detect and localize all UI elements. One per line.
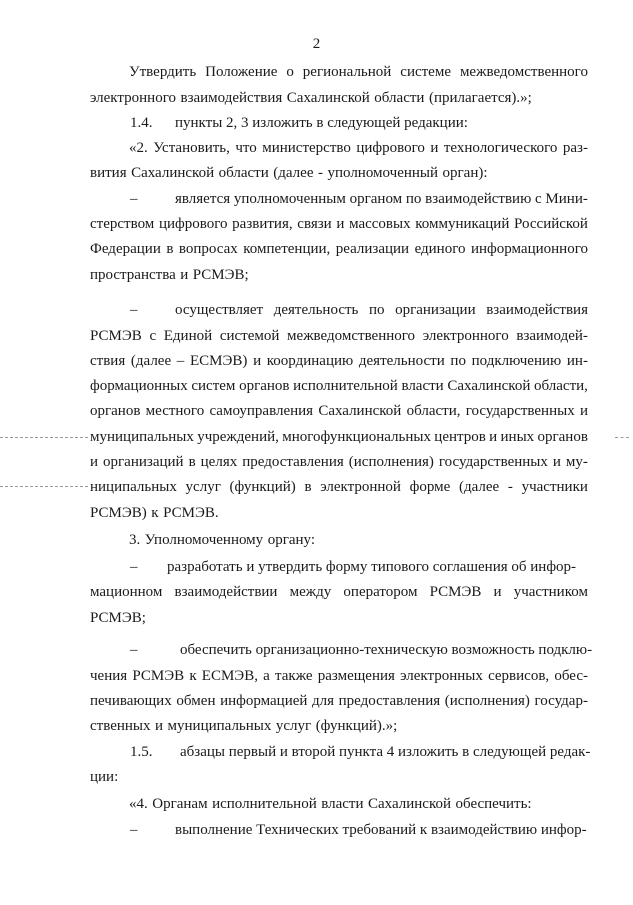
word: координацию xyxy=(266,353,354,369)
word: чения xyxy=(90,668,128,684)
word: и xyxy=(489,429,498,445)
word: РСМЭВ) xyxy=(90,505,147,521)
word: Российской xyxy=(514,216,588,232)
word: органу: xyxy=(267,532,315,548)
word: Сахалинской xyxy=(447,378,531,394)
word: системе xyxy=(400,64,451,80)
word: (функций) xyxy=(229,479,296,495)
word: сервисов, xyxy=(488,668,550,684)
word: взаимодей- xyxy=(516,328,588,344)
word: печивающих xyxy=(90,693,172,709)
text-line xyxy=(90,608,146,628)
word: размещения xyxy=(317,668,395,684)
word: и xyxy=(493,584,502,600)
word: учреждений, xyxy=(197,429,279,445)
word: Утвердить xyxy=(129,64,197,80)
text-line xyxy=(90,767,118,787)
text-line: обеспечить организационно-техническую возможность подклю- xyxy=(180,642,593,658)
word: орган): xyxy=(442,165,488,181)
word: и xyxy=(253,353,262,369)
text-line xyxy=(90,582,588,602)
word: - xyxy=(507,479,513,495)
word: (прилагается).»; xyxy=(428,90,532,106)
list-dash: – xyxy=(130,559,138,575)
word: региональной xyxy=(302,64,392,80)
word: и xyxy=(552,454,561,470)
word: участником xyxy=(513,584,588,600)
word: и xyxy=(579,403,588,419)
word: обеспечить: xyxy=(455,796,532,812)
word: Сахалинской xyxy=(131,165,215,181)
word: развития, xyxy=(232,216,293,232)
word: самоуправления xyxy=(209,403,314,419)
word: а xyxy=(263,668,270,684)
word: вопросах xyxy=(178,241,238,257)
word: обмен xyxy=(176,693,216,709)
word: «2. xyxy=(129,140,148,156)
text-line xyxy=(90,427,588,447)
text-line: осуществляет деятельность по организации взаимодействия xyxy=(175,302,588,318)
word: РСМЭВ. xyxy=(163,505,219,521)
clause-number: 1.4. xyxy=(130,115,153,131)
word: РСМЭВ; xyxy=(90,610,146,626)
text-line xyxy=(90,452,588,472)
text-line xyxy=(90,88,532,108)
word: ниципальных xyxy=(90,479,177,495)
word: связи xyxy=(297,216,332,232)
word: массовых xyxy=(349,216,411,232)
word: и xyxy=(430,140,439,156)
word: в xyxy=(166,241,174,257)
word: области, xyxy=(534,378,588,394)
text-line xyxy=(90,401,588,421)
word: ЕСМЭВ, xyxy=(201,668,258,684)
word: (исполнения) xyxy=(444,693,530,709)
word: исполнительной xyxy=(293,378,398,394)
word: Единой xyxy=(163,328,213,344)
text-line xyxy=(129,62,588,82)
text-line xyxy=(90,163,488,183)
clause-number: 1.5. xyxy=(130,744,153,760)
word: – xyxy=(176,353,185,369)
word: услуг xyxy=(185,479,221,495)
text-line xyxy=(90,666,588,686)
word: информацией xyxy=(220,693,308,709)
word: министерство xyxy=(262,140,351,156)
word: исполнительной xyxy=(212,796,317,812)
text-line xyxy=(90,214,588,234)
text-line: разработать и утвердить форму типового соглашения об инфор- xyxy=(167,559,577,575)
word: вития xyxy=(90,165,127,181)
word: Федерации xyxy=(90,241,161,257)
word: местного xyxy=(145,403,205,419)
word: в xyxy=(304,479,312,495)
word: мационном xyxy=(90,584,163,600)
word: му- xyxy=(565,454,588,470)
word: ЕСМЭВ) xyxy=(189,353,248,369)
text-line xyxy=(90,326,588,346)
word: раз- xyxy=(562,140,588,156)
word: для xyxy=(312,693,335,709)
text-line xyxy=(129,794,532,814)
word: органов xyxy=(537,429,588,445)
word: муниципальных xyxy=(167,718,272,734)
word: Установить, xyxy=(153,140,230,156)
word: формационных xyxy=(90,378,188,394)
scan-artifact-line xyxy=(615,437,629,439)
word: органов xyxy=(90,403,141,419)
word: деятельности xyxy=(358,353,445,369)
word: муниципальных xyxy=(90,429,194,445)
word: РСМЭВ xyxy=(132,668,185,684)
word: электронной xyxy=(320,479,401,495)
word: государственных xyxy=(465,403,575,419)
list-dash: – xyxy=(130,642,138,658)
word: - xyxy=(317,165,323,181)
word: цифрового xyxy=(158,216,228,232)
word: также xyxy=(275,668,313,684)
word: области xyxy=(218,165,269,181)
word: (функций).»; xyxy=(315,718,398,734)
word: реализации xyxy=(335,241,410,257)
text-line xyxy=(90,503,219,523)
word: взаимодействии xyxy=(174,584,278,600)
word: власти xyxy=(401,378,444,394)
text-line xyxy=(129,530,315,550)
list-dash: – xyxy=(130,822,138,838)
word: целях xyxy=(200,454,238,470)
word: предоставления xyxy=(242,454,344,470)
word: участники xyxy=(521,479,588,495)
word: системой xyxy=(219,328,280,344)
word: к xyxy=(189,668,197,684)
word: государственных xyxy=(438,454,548,470)
word: взаимодействия xyxy=(180,90,283,106)
word: области xyxy=(374,90,425,106)
word: в xyxy=(188,454,196,470)
word: (далее xyxy=(459,479,500,495)
word: о xyxy=(286,64,294,80)
list-dash: – xyxy=(130,302,138,318)
word: информационного xyxy=(470,241,588,257)
word: «4. xyxy=(129,796,148,812)
word: технологического xyxy=(443,140,558,156)
word: ции: xyxy=(90,769,119,785)
word: центров xyxy=(434,429,486,445)
text-line: выполнение Технических требований к взаимодействию инфор- xyxy=(175,822,587,838)
text-line: пункты 2, 3 изложить в следующей редакции: xyxy=(175,115,468,131)
scan-artifact-line xyxy=(0,437,88,439)
word: РСМЭВ xyxy=(90,328,142,344)
word: ин- xyxy=(566,353,588,369)
word: стерством xyxy=(90,216,155,232)
word: ствия xyxy=(90,353,126,369)
list-dash: – xyxy=(130,191,138,207)
word: услуг xyxy=(275,718,312,734)
word: форме xyxy=(409,479,451,495)
text-line xyxy=(90,477,588,497)
word: 3. xyxy=(129,532,141,548)
word: электронных xyxy=(400,668,483,684)
scan-artifact-line xyxy=(0,486,88,488)
word: обес- xyxy=(554,668,588,684)
text-line xyxy=(90,239,588,259)
page-number: 2 xyxy=(312,36,321,52)
word: к xyxy=(151,505,159,521)
word: ственных xyxy=(90,718,151,734)
word: и xyxy=(90,454,99,470)
word: государ- xyxy=(534,693,588,709)
word: межведомственного xyxy=(287,328,416,344)
word: Сахалинской xyxy=(368,796,452,812)
word: Положение xyxy=(205,64,278,80)
word: (далее xyxy=(273,165,314,181)
word: по xyxy=(450,353,466,369)
word: систем xyxy=(191,378,236,394)
word: и xyxy=(336,216,345,232)
word: организаций xyxy=(103,454,184,470)
text-line: абзацы первый и второй пункта 4 изложить в следующей редак- xyxy=(180,744,591,760)
text-line xyxy=(90,265,249,285)
text-line xyxy=(90,716,397,736)
word: межведомственного xyxy=(459,64,588,80)
word: что xyxy=(235,140,257,156)
word: предоставления xyxy=(338,693,441,709)
word: электронного xyxy=(422,328,509,344)
word: Сахалинской xyxy=(286,90,370,106)
word: электронного xyxy=(90,90,176,106)
word: цифрового xyxy=(356,140,425,156)
word: (далее xyxy=(130,353,172,369)
word: Органам xyxy=(152,796,208,812)
word: компетенции, xyxy=(243,241,331,257)
word: между xyxy=(289,584,332,600)
word: единого xyxy=(414,241,466,257)
word: власти xyxy=(321,796,364,812)
word: иных xyxy=(500,429,535,445)
word: РСМЭВ xyxy=(429,584,482,600)
word: Сахалинской xyxy=(318,403,402,419)
word: области, xyxy=(406,403,461,419)
text-line xyxy=(90,351,588,371)
word: с xyxy=(149,328,157,344)
text-line xyxy=(90,376,588,396)
word: Уполномоченному xyxy=(144,532,264,548)
text-line: является уполномоченным органом по взаимодействию с Мини- xyxy=(175,191,588,207)
word: уполномоченный xyxy=(327,165,439,181)
word: подключению xyxy=(471,353,562,369)
word: коммуникаций xyxy=(415,216,510,232)
word: многофункциональных xyxy=(282,429,431,445)
word: РСМЭВ; xyxy=(192,267,249,283)
word: и xyxy=(155,718,164,734)
word: органов xyxy=(239,378,290,394)
word: (исполнения) xyxy=(348,454,434,470)
text-line xyxy=(90,691,588,711)
text-line xyxy=(129,138,588,158)
word: и xyxy=(180,267,189,283)
word: пространства xyxy=(90,267,176,283)
word: оператором xyxy=(343,584,418,600)
